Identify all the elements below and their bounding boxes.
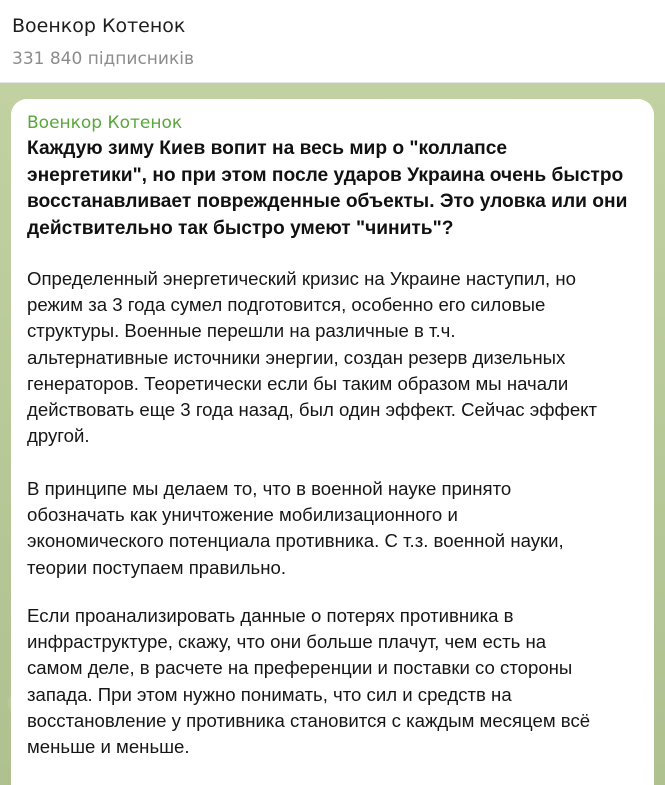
paragraph-line: экономического потенциала противника. С т.з. военной науки, <box>27 530 564 552</box>
paragraph-line: Определенный энергетический кризис на Украине наступил, но <box>27 268 576 289</box>
message-author[interactable]: Военкор Котенок <box>27 113 183 133</box>
paragraph-line: инфраструктуре, скажу, что они больше плачут, чем есть на <box>27 631 547 653</box>
message-paragraph-1 <box>27 266 647 449</box>
paragraph-line: другой. <box>27 425 90 447</box>
message-paragraph-2 <box>27 476 647 581</box>
paragraph-line: обозначать как уничтожение мобилизационного и <box>27 504 458 526</box>
paragraph-line: теории поступаем правильно. <box>27 556 287 578</box>
channel-header[interactable] <box>0 0 665 83</box>
paragraph-line: действовать еще 3 года назад, был один эффект. Сейчас эффект <box>27 399 598 421</box>
paragraph-line: Если проанализировать данные о потерях противника в <box>27 605 514 626</box>
paragraph-line: режим за 3 года сумел подготовится, особенно его силовые <box>27 294 546 316</box>
message-paragraph-3 <box>27 603 647 760</box>
paragraph-line: В принципе мы делаем то, что в военной науке принято <box>27 478 512 499</box>
paragraph-line: структуры. Военные перешли на различные в т.ч. <box>27 320 456 342</box>
paragraph-line: запада. При этом нужно понимать, что сил и средств на <box>27 683 512 705</box>
headline-line: Каждую зиму Киев вопит на весь мир о "коллапсе <box>27 138 508 159</box>
paragraph-line: восстановление у противника становится с каждым месяцем всё <box>27 709 591 731</box>
headline-line: восстанавливает поврежденные объекты. Это уловка или они <box>27 191 628 212</box>
paragraph-line: альтернативные источники энергии, создан резерв дизельных <box>27 346 566 368</box>
headline-line: энергетики", но при этом после ударов Украина очень быстро <box>27 164 624 186</box>
paragraph-line: меньше и меньше. <box>27 736 190 758</box>
channel-title[interactable]: Военкор Котенок <box>12 15 186 37</box>
paragraph-line: самом деле, в расчете на преференции и поставки со стороны <box>27 657 573 679</box>
subscriber-count: 331 840 підписників <box>12 49 194 69</box>
message-headline <box>27 136 647 242</box>
headline-line: действительно так быстро умеют "чинить"? <box>27 217 454 239</box>
paragraph-line: генераторов. Теоретически если бы таким образом мы начали <box>27 372 569 394</box>
